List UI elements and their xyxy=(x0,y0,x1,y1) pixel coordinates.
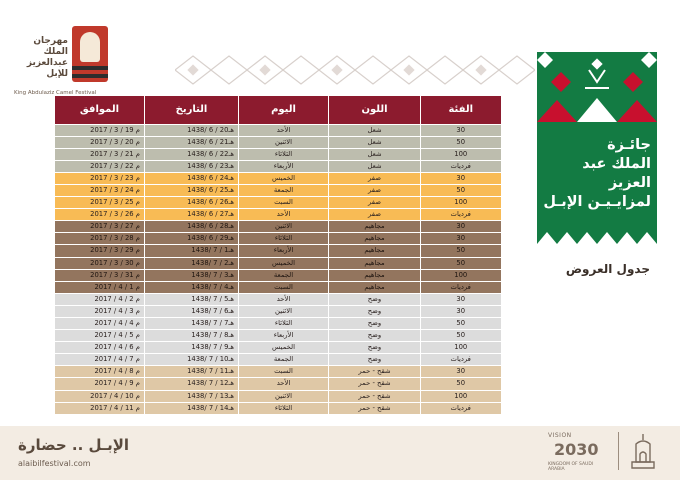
cell-hijri: 1438/ 7 / 12هـ xyxy=(145,378,239,390)
cell-category: 100 xyxy=(421,269,501,281)
cell-color: مجاهيم xyxy=(329,233,421,245)
panel-bottom-pattern xyxy=(537,212,657,244)
cell-color: شعل xyxy=(329,148,421,160)
cell-hijri: 1438/ 6 / 20هـ xyxy=(145,124,239,136)
cell-category: 30 xyxy=(421,305,501,317)
vision-label: VISION xyxy=(548,432,572,439)
cell-day: الثلاثاء xyxy=(239,402,329,414)
cell-gregorian: 2017 / 3 / 23 م xyxy=(55,172,145,184)
cell-hijri: 1438/ 7 / 4هـ xyxy=(145,281,239,293)
table-row xyxy=(55,269,501,281)
cell-day: الثلاثاء xyxy=(239,148,329,160)
cell-hijri: 1438/ 6 / 28هـ xyxy=(145,221,239,233)
table-row xyxy=(55,378,501,390)
cell-gregorian: 2017 / 3 / 31 م xyxy=(55,269,145,281)
cell-hijri: 1438/ 7 / 13هـ xyxy=(145,390,239,402)
table-row xyxy=(55,233,501,245)
table-header-row xyxy=(55,96,501,124)
cell-color: شقح - حمر xyxy=(329,390,421,402)
vision-subtitle: KINGDOM OF SAUDI ARABIA xyxy=(548,462,594,472)
cell-gregorian: 2017 / 3 / 27 م xyxy=(55,221,145,233)
cell-hijri: 1438/ 7 / 6هـ xyxy=(145,305,239,317)
cell-color: شقح - حمر xyxy=(329,378,421,390)
logo-text xyxy=(12,36,68,80)
cell-category: فرديات xyxy=(421,354,501,366)
cell-hijri: 1438/ 6 / 29هـ xyxy=(145,233,239,245)
cell-category: 30 xyxy=(421,221,501,233)
table-row xyxy=(55,305,501,317)
cell-day: الخميس xyxy=(239,342,329,354)
cell-color: وضح xyxy=(329,330,421,342)
cell-category: 30 xyxy=(421,293,501,305)
table-row xyxy=(55,402,501,414)
logo-line-2: الملك xyxy=(43,47,68,57)
cell-day: الخميس xyxy=(239,257,329,269)
cell-color: وضح xyxy=(329,318,421,330)
cell-day: السبت xyxy=(239,197,329,209)
cell-category: 100 xyxy=(421,197,501,209)
cell-category: فرديات xyxy=(421,160,501,172)
cell-category: 30 xyxy=(421,366,501,378)
logo-line-3: عبدالعزيز xyxy=(26,58,68,68)
cell-day: الثلاثاء xyxy=(239,233,329,245)
cell-hijri: 1438/ 7 / 1هـ xyxy=(145,245,239,257)
cell-day: الأحد xyxy=(239,209,329,221)
header-gregorian: الموافق xyxy=(55,96,145,124)
header-category: الفئة xyxy=(421,96,501,124)
award-panel xyxy=(537,52,657,244)
schedule-table xyxy=(54,96,501,414)
cell-hijri: 1438/ 6 / 26هـ xyxy=(145,197,239,209)
cell-day: السبت xyxy=(239,281,329,293)
cell-category: فرديات xyxy=(421,281,501,293)
cell-hijri: 1438/ 6 / 23هـ xyxy=(145,160,239,172)
header-day: اليوم xyxy=(239,96,329,124)
cell-color: شعل xyxy=(329,124,421,136)
cell-gregorian: 2017 / 3 / 21 م xyxy=(55,148,145,160)
table-row xyxy=(55,124,501,136)
cell-day: الأربعاء xyxy=(239,245,329,257)
table-row xyxy=(55,209,501,221)
footer-tagline: الإبـل .. حضارة xyxy=(18,436,130,454)
cell-gregorian: 2017 / 4 / 4 م xyxy=(55,318,145,330)
logo-line-1: مهرجان xyxy=(33,36,68,46)
cell-color: مجاهيم xyxy=(329,269,421,281)
cell-category: 50 xyxy=(421,245,501,257)
cell-color: صفر xyxy=(329,209,421,221)
cell-day: الأربعاء xyxy=(239,160,329,172)
cell-gregorian: 2017 / 3 / 24 م xyxy=(55,184,145,196)
table-row xyxy=(55,342,501,354)
cell-color: صفر xyxy=(329,197,421,209)
cell-color: وضح xyxy=(329,354,421,366)
cell-gregorian: 2017 / 4 / 3 م xyxy=(55,305,145,317)
cell-day: الأربعاء xyxy=(239,330,329,342)
saudi-emblem-pattern xyxy=(537,52,657,122)
table-row xyxy=(55,366,501,378)
logo-subtitle: King Abdulaziz Camel Festival xyxy=(14,90,97,96)
cell-gregorian: 2017 / 4 / 10 م xyxy=(55,390,145,402)
festival-logo xyxy=(12,22,122,102)
table-row xyxy=(55,136,501,148)
cell-color: صفر xyxy=(329,184,421,196)
cell-gregorian: 2017 / 4 / 5 م xyxy=(55,330,145,342)
cell-category: 30 xyxy=(421,172,501,184)
cell-gregorian: 2017 / 3 / 25 م xyxy=(55,197,145,209)
vision-2030-logo xyxy=(548,432,610,472)
cell-hijri: 1438/ 7 / 5هـ xyxy=(145,293,239,305)
cell-day: الأحد xyxy=(239,293,329,305)
header-color: اللون xyxy=(329,96,421,124)
cell-category: 30 xyxy=(421,233,501,245)
cell-gregorian: 2017 / 4 / 2 م xyxy=(55,293,145,305)
decorative-pattern xyxy=(175,52,535,88)
camel-emblem-icon xyxy=(72,26,108,82)
cell-gregorian: 2017 / 3 / 30 م xyxy=(55,257,145,269)
cell-day: الثلاثاء xyxy=(239,318,329,330)
cell-day: الاثنين xyxy=(239,221,329,233)
cell-hijri: 1438/ 7 / 7هـ xyxy=(145,318,239,330)
table-row xyxy=(55,330,501,342)
cell-gregorian: 2017 / 3 / 19 م xyxy=(55,124,145,136)
cell-hijri: 1438/ 6 / 22هـ xyxy=(145,148,239,160)
cell-gregorian: 2017 / 4 / 11 م xyxy=(55,402,145,414)
table-row xyxy=(55,281,501,293)
cell-color: شقح - حمر xyxy=(329,366,421,378)
cell-hijri: 1438/ 7 / 10هـ xyxy=(145,354,239,366)
cell-hijri: 1438/ 6 / 27هـ xyxy=(145,209,239,221)
cell-category: 100 xyxy=(421,342,501,354)
table-row xyxy=(55,245,501,257)
cell-color: مجاهيم xyxy=(329,245,421,257)
cell-gregorian: 2017 / 3 / 29 م xyxy=(55,245,145,257)
cell-category: 50 xyxy=(421,257,501,269)
cell-hijri: 1438/ 6 / 21هـ xyxy=(145,136,239,148)
cell-hijri: 1438/ 7 / 9هـ xyxy=(145,342,239,354)
cell-color: وضح xyxy=(329,293,421,305)
cell-hijri: 1438/ 7 / 14هـ xyxy=(145,402,239,414)
table-row xyxy=(55,172,501,184)
cell-hijri: 1438/ 6 / 25هـ xyxy=(145,184,239,196)
cell-color: مجاهيم xyxy=(329,221,421,233)
table-row xyxy=(55,354,501,366)
cell-category: 100 xyxy=(421,148,501,160)
cell-color: وضح xyxy=(329,342,421,354)
cell-category: 100 xyxy=(421,390,501,402)
cell-category: 30 xyxy=(421,124,501,136)
cell-day: الجمعة xyxy=(239,354,329,366)
table-row xyxy=(55,221,501,233)
cell-gregorian: 2017 / 4 / 8 م xyxy=(55,366,145,378)
cell-category: 50 xyxy=(421,136,501,148)
cell-category: 50 xyxy=(421,378,501,390)
header-hijri: التاريخ xyxy=(145,96,239,124)
table-row xyxy=(55,318,501,330)
cell-day: الاثنين xyxy=(239,390,329,402)
palace-icon xyxy=(628,432,658,470)
table-row xyxy=(55,160,501,172)
table-row xyxy=(55,257,501,269)
cell-category: 50 xyxy=(421,330,501,342)
cell-day: الأحد xyxy=(239,378,329,390)
logo-line-4: للإبل xyxy=(46,69,68,79)
cell-color: شعل xyxy=(329,160,421,172)
cell-gregorian: 2017 / 4 / 6 م xyxy=(55,342,145,354)
cell-category: 50 xyxy=(421,184,501,196)
cell-color: وضح xyxy=(329,305,421,317)
award-title-line-3: لمزايـيـن الإبـل xyxy=(543,194,651,210)
cell-color: مجاهيم xyxy=(329,257,421,269)
cell-hijri: 1438/ 7 / 8هـ xyxy=(145,330,239,342)
cell-gregorian: 2017 / 3 / 28 م xyxy=(55,233,145,245)
cell-day: الاثنين xyxy=(239,305,329,317)
cell-color: صفر xyxy=(329,172,421,184)
cell-gregorian: 2017 / 3 / 22 م xyxy=(55,160,145,172)
table-row xyxy=(55,293,501,305)
footer-divider xyxy=(618,432,619,470)
vision-year: 2030 xyxy=(554,440,599,459)
cell-day: الأحد xyxy=(239,124,329,136)
cell-day: السبت xyxy=(239,366,329,378)
cell-gregorian: 2017 / 4 / 9 م xyxy=(55,378,145,390)
cell-gregorian: 2017 / 3 / 26 م xyxy=(55,209,145,221)
award-title-line-1: جائـزة xyxy=(607,137,651,153)
cell-category: فرديات xyxy=(421,402,501,414)
cell-color: مجاهيم xyxy=(329,281,421,293)
cell-day: الجمعة xyxy=(239,269,329,281)
cell-hijri: 1438/ 7 / 11هـ xyxy=(145,366,239,378)
cell-gregorian: 2017 / 4 / 7 م xyxy=(55,354,145,366)
table-row xyxy=(55,197,501,209)
cell-day: الاثنين xyxy=(239,136,329,148)
cell-gregorian: 2017 / 3 / 20 م xyxy=(55,136,145,148)
award-title-line-2: الملك عبد العزيز xyxy=(582,156,651,191)
cell-color: شقح - حمر xyxy=(329,402,421,414)
schedule-label: جدول العروض xyxy=(565,262,650,276)
table-row xyxy=(55,148,501,160)
cell-gregorian: 2017 / 4 / 1 م xyxy=(55,281,145,293)
cell-color: شعل xyxy=(329,136,421,148)
cell-hijri: 1438/ 7 / 2هـ xyxy=(145,257,239,269)
cell-day: الجمعة xyxy=(239,184,329,196)
cell-category: فرديات xyxy=(421,209,501,221)
footer-url[interactable]: alaibilfestival.com xyxy=(18,459,91,468)
table-row xyxy=(55,184,501,196)
cell-day: الخميس xyxy=(239,172,329,184)
cell-hijri: 1438/ 6 / 24هـ xyxy=(145,172,239,184)
footer xyxy=(0,426,680,480)
cell-hijri: 1438/ 7 / 3هـ xyxy=(145,269,239,281)
award-title xyxy=(539,136,651,212)
table-body xyxy=(55,124,501,414)
table-row xyxy=(55,390,501,402)
cell-category: 50 xyxy=(421,318,501,330)
